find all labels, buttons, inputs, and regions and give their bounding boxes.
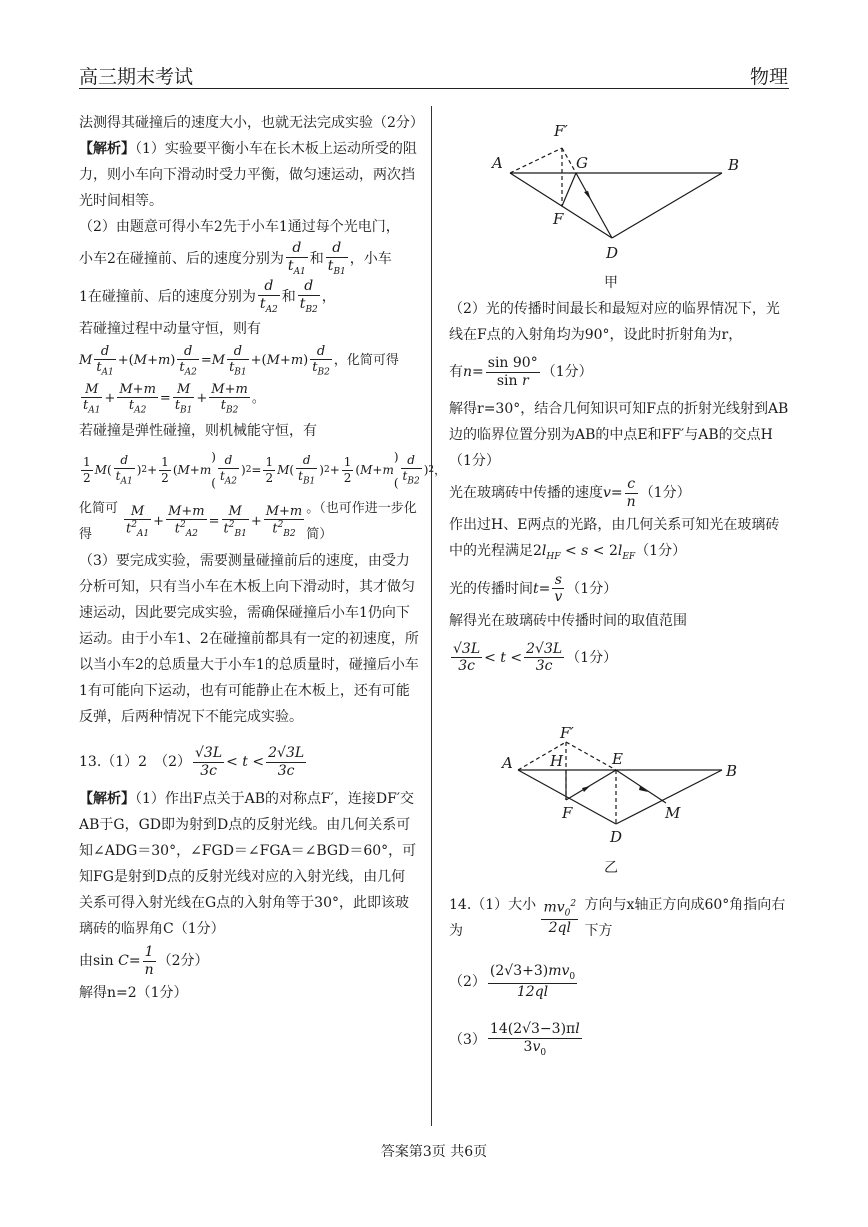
- sin-c-equation: 由 sin C = $\frac{1}{n}$ （2分）: [79, 943, 209, 978]
- fraction: $\frac{M+m}{t^2_{B2}}$: [265, 503, 303, 540]
- text: ，小车: [349, 251, 392, 267]
- text: 14.（1）大小为: [449, 897, 537, 939]
- line-f2e: [566, 742, 616, 770]
- text: （1分）: [541, 364, 593, 380]
- label-b: B: [726, 762, 738, 780]
- label-a: A: [492, 154, 503, 172]
- fraction: $\frac{d}{t_{B2}}$: [299, 278, 318, 315]
- fraction: $\frac{s}{v}$: [554, 571, 563, 606]
- fraction: $\frac{1}{2}$: [83, 455, 91, 485]
- q14-part1: [449, 892, 789, 944]
- r7-range: $\frac{√3L}{3c}$ < t < $\frac{2√3L}{3c}$ （1分）: [453, 640, 618, 675]
- diagram-yi: [500, 720, 750, 850]
- fraction: $\frac{M}{t_{B1}}$: [174, 381, 193, 416]
- fraction: $\frac{M+m}{t^2_{A2}}$: [168, 503, 205, 540]
- text: 有: [449, 364, 463, 380]
- label-b: B: [728, 156, 740, 174]
- fraction: $\frac{d}{t_{A2}}$: [259, 278, 278, 315]
- fraction: $\frac{√3L}{3c}$: [195, 744, 223, 779]
- momentum-simplified: $\frac{M}{t_{A1}}$ + $\frac{M+m}{t_{A2}}$ = $\frac{M}{t_{B1}}$ + $\frac{M+m}{t_{B2}}$ 。: [83, 381, 265, 416]
- r3: 解得r=30°，结合几何知识可知F点的折射光线射到AB边的临界位置分别为AB的中点E和FF′与AB的交点H（1分）: [449, 401, 789, 469]
- car2-velocity: [79, 240, 419, 278]
- fraction: $\frac{M}{t^2_{B1}}$: [223, 503, 247, 540]
- q13-jiexi-text: （1）作出F点关于AB的对称点F′，连接DF′交AB于G，GD即为射到D点的反射光线。由几何关系可知∠ADG＝30°，∠FGD＝∠FGA＝∠BGD＝60°，可知FG是射到D点的反射光线对应的入射光线，由几何关系可得入射光线在G点的入射角等于30°，此即该玻璃砖的临界角C（1分）: [79, 791, 417, 937]
- text: 光的传播时间: [449, 580, 533, 597]
- text: （2）: [449, 974, 486, 990]
- label-a: A: [502, 754, 513, 772]
- fraction: $\frac{c}{n}$: [626, 475, 636, 510]
- text: 1在碰撞前、后的速度分别为: [79, 289, 256, 305]
- fraction: $\frac{1}{2}$: [161, 455, 169, 485]
- diagram-jia: [490, 118, 760, 268]
- line-ad: [510, 173, 612, 238]
- page-footer: 答案第3页 共6页: [380, 1144, 488, 1160]
- jiexi-tag: 【解析】: [79, 791, 135, 807]
- fraction: $\frac{d}{t_{A1}}$: [115, 453, 133, 486]
- text: 和: [281, 289, 296, 305]
- q13-n-result: 解得n=2（1分）: [79, 985, 188, 1001]
- arrow-head: [584, 191, 591, 200]
- right-column: [449, 296, 789, 682]
- text: 作出过H、E两点的光路，由几何关系可知光在玻璃砖中的光程满足: [449, 517, 780, 559]
- fraction: $\frac{M+m}{t_{A2}}$: [119, 381, 156, 416]
- text: 光在玻璃砖中传播的速度: [449, 485, 603, 501]
- part2-intro: （2）由题意可得小车2先于小车1通过每个光电门，: [79, 219, 400, 235]
- q14-block: [449, 892, 789, 1064]
- r2: 有 n = $\frac{\sin 90^\circ}{\text{sin r}}$ （1分）: [449, 354, 593, 389]
- left-cont: 法测得其碰撞后的速度大小，也就无法完成实验（2分）: [79, 115, 424, 131]
- q14-part3: [449, 1016, 789, 1064]
- text: 小车2在碰撞前、后的速度分别为: [79, 251, 284, 267]
- line-f2g: [562, 148, 576, 173]
- line-af2: [510, 148, 562, 173]
- jiexi-tag: 【解析】: [79, 141, 135, 157]
- fraction: $\frac{mv_0^2}{2ql}$: [543, 898, 577, 937]
- text: 。（也可作进一步化简）: [306, 501, 417, 542]
- momentum-intro: 若碰撞过程中动量守恒，则有: [79, 321, 261, 337]
- text: 化简可得: [79, 501, 119, 542]
- ray-fg: [562, 173, 576, 206]
- line-bd: [612, 173, 722, 238]
- text: （1分）: [566, 580, 618, 597]
- r1: （2）光的传播时间最长和最短对应的临界情况下，光线在F点的入射角均为90°，设此时折射角为r，: [449, 301, 780, 343]
- arrow-head: [582, 786, 590, 792]
- car1-velocity: [79, 278, 419, 316]
- fraction: $\frac{d}{t_{B2}}$: [312, 343, 330, 378]
- q14-part2: [449, 958, 789, 1006]
- fraction: $\frac{M+m}{t_{B2}}$: [211, 381, 248, 416]
- label-h: H: [550, 752, 564, 770]
- energy-intro: 若碰撞是弹性碰撞，则机械能守恒，有: [79, 423, 317, 439]
- fraction: $\frac{d}{t_{B1}}$: [229, 343, 247, 378]
- q13-jiexi: [79, 786, 419, 942]
- text: （1分）: [635, 543, 687, 559]
- text: 方向与x轴正方向成60°角指向右下方: [584, 897, 786, 939]
- column-divider: [431, 106, 432, 1126]
- fraction: $\frac{1}{2}$: [343, 455, 352, 485]
- label-d: D: [610, 828, 623, 846]
- text: （1分）: [639, 485, 691, 501]
- fraction: $\frac{1}{2}$: [265, 455, 274, 485]
- fraction: $\frac{d}{t_{A1}}$: [96, 343, 114, 378]
- r5: 作出过H、E两点的光路，由几何关系可知光在玻璃砖中的光程满足$2l_{HF} < s < 2l_{EF}(1$分）: [449, 517, 780, 562]
- label-g: G: [576, 154, 588, 172]
- r6: 光的传播时间 t = $\frac{s}{v}$ （1分）: [449, 571, 618, 606]
- fraction: $\frac{d}{t_{A1}}$: [287, 240, 306, 277]
- fraction: $\frac{d}{t_{B2}}$: [402, 453, 420, 486]
- text: （1分）: [566, 649, 618, 666]
- text: 13.（1）2 （2）: [79, 754, 191, 770]
- fraction: $\frac{√3L}{3c}$: [453, 640, 481, 675]
- label-f-prime: F′: [560, 724, 574, 742]
- text: 和: [309, 251, 324, 267]
- left-column: [79, 110, 447, 1006]
- header-left: 高三期末考试: [79, 66, 194, 88]
- r4: 光在玻璃砖中传播的速度 v = $\frac{c}{n}$ （1分）: [449, 475, 691, 510]
- fraction: $\frac{2√3L}{3c}$: [268, 744, 305, 779]
- fraction: $\frac{M}{t^2_{A1}}$: [125, 503, 150, 540]
- fraction: $\frac{14(2√3-3)\pi l}{3v_0}$: [489, 1021, 580, 1058]
- label-f: F: [562, 804, 573, 822]
- fraction: $\frac{d}{t_{A2}}$: [179, 343, 197, 378]
- fraction: $\frac{d}{t_{A2}}$: [219, 453, 237, 486]
- text: 由: [79, 953, 93, 969]
- label-f-prime: F′: [554, 122, 568, 140]
- label-f: F: [553, 210, 564, 228]
- fraction: $\frac{d}{t_{B1}}$: [298, 453, 316, 486]
- caption-jia: 甲: [604, 275, 618, 291]
- label-d: D: [606, 244, 619, 262]
- jiexi-1: [79, 136, 419, 214]
- ray-fe: [566, 770, 616, 800]
- label-m: M: [665, 804, 681, 822]
- text: ，: [321, 289, 336, 305]
- q13-answer: 13.（1）2 （2） $\frac{√3L}{3c}$ < t < $\frac{2√3L}{3c}$: [79, 744, 305, 779]
- ray-gd: [576, 173, 612, 238]
- header-right: 物理: [749, 66, 788, 88]
- fraction: $\frac{1}{n}$: [144, 943, 154, 978]
- text: ，化简可得: [333, 353, 399, 368]
- momentum-equation: M $\frac{d}{t_{A1}}$ +( M + m ) $\frac{d}{t_{A2}}$ = M $\frac{d}{t_{B1}}$ +( M + m ) $\frac{d}{t_{B2}}$ ，化简可得: [79, 343, 399, 378]
- fraction: $\frac{M}{t_{A1}}$: [83, 381, 101, 416]
- label-e: E: [612, 750, 623, 768]
- text: （3）: [449, 1032, 486, 1048]
- caption-yi: 乙: [604, 860, 618, 876]
- fraction: $\frac{(2√3+3)mv_0}{12ql}$: [489, 963, 576, 1000]
- energy-equation: $\frac{1}{2}$ M ( $\frac{d}{t_{A1}}$ ) 2 + $\frac{1}{2}$ ( M + m )( $\frac{d}{t_{A2}}$ ) 2 = $\frac{1}{2}$ M ( $\frac{d}{t_{B1}}$ ) 2 + $\frac{1}{2}$ ( M + m )( $\frac{d}{t_{B2}}$ ) 2 ，: [83, 450, 447, 490]
- text: （2分）: [157, 953, 209, 969]
- fraction: $\frac{2√3L}{3c}$: [526, 640, 563, 675]
- fraction: $\frac{\sin 90^\circ}{\text{sin r}}$: [487, 354, 538, 389]
- arrow-head: [639, 786, 648, 792]
- r7: 解得光在玻璃砖中传播时间的取值范围: [449, 612, 687, 629]
- ray-em: [616, 770, 666, 803]
- jiexi-text: （1）实验要平衡小车在长木板上运动所受的阻力，则小车向下滑动时受力平衡，做匀速运动，两次挡光时间相等。: [79, 141, 417, 209]
- header-rule: [79, 88, 789, 89]
- part3: （3）要完成实验，需要测量碰撞前后的速度，由受力分析可知，只有当小车在木板上向下滑动时，其才做匀速运动，因此要完成实验，需确保碰撞后小车1仍向下运动。由于小车1、2在碰撞前都具有一定的初速度，所以当小车2的总质量大于小车1的总质量时，碰撞后小车1有可能向下运动，也有可能静止在木板上，还有可能反弹，后两种情况下不能完成实验。: [79, 553, 419, 725]
- energy-simplified: 化简可得 $\frac{M}{t^2_{A1}}$ + $\frac{M+m}{t^2_{A2}}$ = $\frac{M}{t^2_{B1}}$ + $\frac{M+m}{t^2_{B2}}$ 。（也可作进一步化简）: [79, 496, 419, 548]
- fraction: $\frac{d}{t_{B1}}$: [327, 240, 346, 277]
